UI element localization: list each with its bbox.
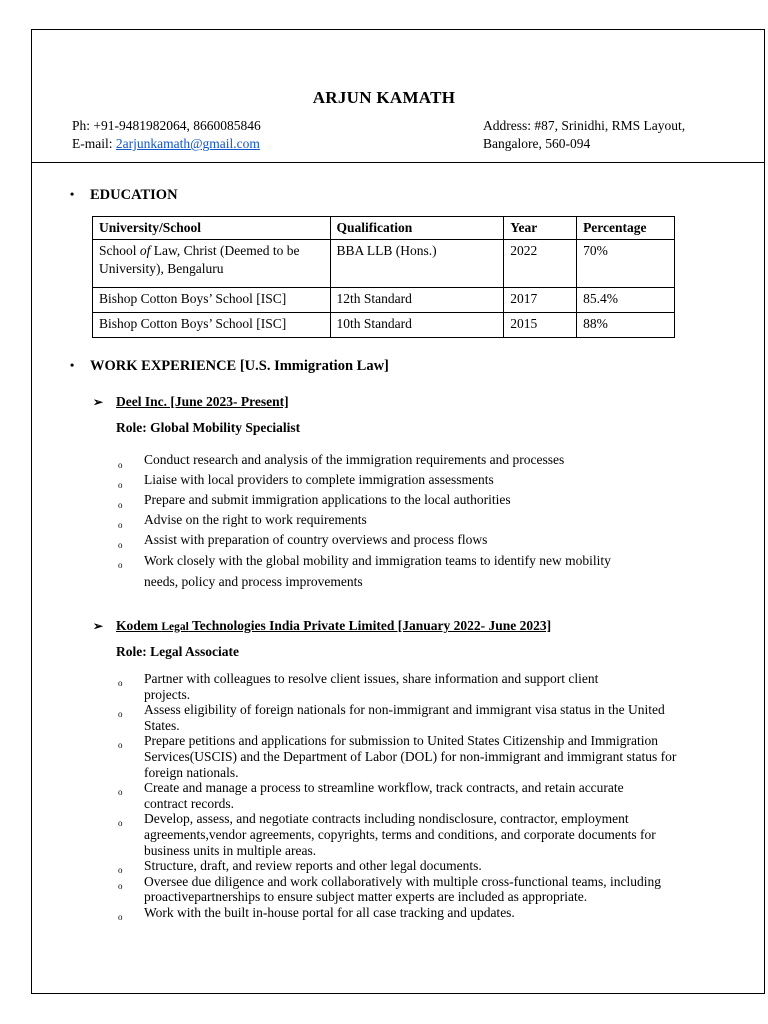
job-title-kodem [93, 618, 551, 634]
list-item [116, 780, 664, 811]
duty-text: Partner with colleagues to resolve client issues, share information and support client projects. [144, 671, 599, 702]
list-item [116, 811, 699, 858]
list-item [116, 450, 676, 470]
table-header-cell: Percentage [577, 217, 675, 240]
job-role-kodem: Role: Legal Associate [116, 644, 239, 659]
email-label: E-mail: [72, 136, 116, 151]
percentage-cell: 88% [577, 313, 675, 338]
candidate-name: ARJUN KAMATH [312, 88, 456, 107]
circle-bullet-icon: o [118, 709, 123, 720]
duty-list-deel [116, 450, 676, 592]
circle-bullet-icon: o [118, 500, 123, 510]
circle-bullet-icon: o [118, 880, 123, 891]
duty-text: Assess eligibility of foreign nationals for non-immigrant and immigrant visa status in the United States. [144, 702, 665, 733]
qualification-cell: 10th Standard [330, 313, 504, 338]
duty-list-kodem [116, 671, 677, 922]
arrow-bullet-icon: ➢ [93, 619, 104, 633]
job-title-part: Technologies India Private Limited [January 2022- June 2023] [188, 618, 552, 633]
duty-text: Prepare and submit immigration applications to the local authorities [144, 492, 511, 507]
school-cell: Bishop Cotton Boys’ School [ISC] [93, 288, 331, 313]
address-line-1: Address: #87, Srinidhi, RMS Layout, [483, 118, 686, 133]
bullet-icon: • [70, 187, 75, 201]
year-cell: 2022 [504, 240, 577, 288]
table-row [93, 313, 675, 338]
table-header-row [93, 217, 675, 240]
duty-text: Structure, draft, and review reports and other legal documents. [144, 858, 482, 874]
school-text: School [99, 243, 140, 258]
list-item [116, 733, 684, 780]
duty-text: Advise on the right to work requirements [144, 512, 367, 527]
table-row [93, 288, 675, 313]
duty-text: Work closely with the global mobility and immigration teams to identify new mobility needs, policy and process improvements [144, 553, 611, 589]
circle-bullet-icon: o [118, 911, 123, 922]
year-cell: 2015 [504, 313, 577, 338]
list-item [116, 702, 694, 733]
table-row [93, 240, 675, 288]
address-line-2: Bangalore, 560-094 [483, 136, 591, 151]
duty-text: Conduct research and analysis of the immigration requirements and processes [144, 452, 565, 467]
duty-text: Liaise with local providers to complete immigration assessments [144, 472, 494, 487]
circle-bullet-icon: o [118, 678, 123, 688]
circle-bullet-icon: o [118, 818, 123, 829]
list-item [116, 490, 676, 510]
phone-number: Ph: +91-9481982064, 8660085846 [72, 118, 261, 133]
qualification-cell: 12th Standard [330, 288, 504, 313]
duty-text: Work with the built in-house portal for all case tracking and updates. [144, 904, 515, 920]
percentage-cell: 70% [577, 240, 675, 288]
duty-text: Assist with preparation of country overviews and process flows [144, 532, 488, 547]
duty-text: Prepare petitions and applications for submission to United States Citizenship and Immigration Services(USCIS) and the Department of Labor (DOL) for non-immigrant and immigrant status for foreign nationals. [144, 733, 677, 780]
list-item [116, 510, 676, 530]
table-header-cell: Year [504, 217, 577, 240]
job-role-deel: Role: Global Mobility Specialist [116, 420, 301, 435]
education-table [92, 216, 675, 338]
duty-text: Oversee due diligence and work collaboratively with multiple cross-functional teams, including proactivepartnerships to ensure subject matter experts are included as appropriate. [144, 873, 661, 905]
contact-left [72, 117, 261, 153]
duty-text: Develop, assess, and negotiate contracts including nondisclosure, contractor, employment agreements,vendor agreements, copyrights, terms and conditions, and corporate documents for business units in multiple areas. [144, 811, 656, 858]
percentage-cell: 85.4% [577, 288, 675, 313]
circle-bullet-icon: o [118, 480, 123, 490]
education-heading [70, 187, 178, 204]
table-header-cell: University/School [93, 217, 331, 240]
circle-bullet-icon: o [118, 520, 123, 530]
table-header-cell: Qualification [330, 217, 504, 240]
qualification-cell: BBA LLB (Hons.) [330, 240, 504, 288]
job-title-deel [93, 394, 289, 410]
list-item [116, 671, 644, 702]
arrow-bullet-icon: ➢ [93, 395, 104, 409]
school-text: Law, Christ (Deemed to be University), Bengaluru [99, 243, 300, 276]
list-item [116, 530, 676, 550]
school-cell [93, 240, 331, 288]
school-cell: Bishop Cotton Boys’ School [ISC] [93, 313, 331, 338]
header-divider [32, 162, 764, 163]
job-title-text: Deel Inc. [June 2023- Present] [116, 394, 289, 409]
work-heading-text: WORK EXPERIENCE [U.S. Immigration Law] [90, 358, 389, 374]
job-title-part: Kodem [116, 618, 162, 633]
circle-bullet-icon: o [118, 865, 123, 876]
work-heading [70, 358, 389, 375]
email-line [72, 135, 261, 153]
email-link[interactable]: 2arjunkamath@gmail.com [115, 136, 260, 151]
circle-bullet-icon: o [118, 460, 123, 470]
job-title-text [116, 618, 551, 633]
circle-bullet-icon: o [118, 740, 123, 751]
list-item [116, 550, 644, 592]
circle-bullet-icon: o [118, 540, 123, 550]
contact-right [483, 117, 685, 153]
circle-bullet-icon: o [118, 787, 123, 798]
list-item [116, 858, 671, 874]
school-text-italic: of [139, 243, 151, 258]
year-cell: 2017 [504, 288, 577, 313]
list-item [116, 905, 671, 921]
list-item [116, 874, 674, 905]
education-heading-text: EDUCATION [90, 187, 178, 203]
circle-bullet-icon: o [118, 560, 123, 570]
job-title-part: Legal [161, 621, 189, 633]
bullet-icon: • [70, 358, 75, 372]
list-item [116, 470, 676, 490]
duty-text: Create and manage a process to streamline workflow, track contracts, and retain accurate contract records. [144, 780, 624, 811]
